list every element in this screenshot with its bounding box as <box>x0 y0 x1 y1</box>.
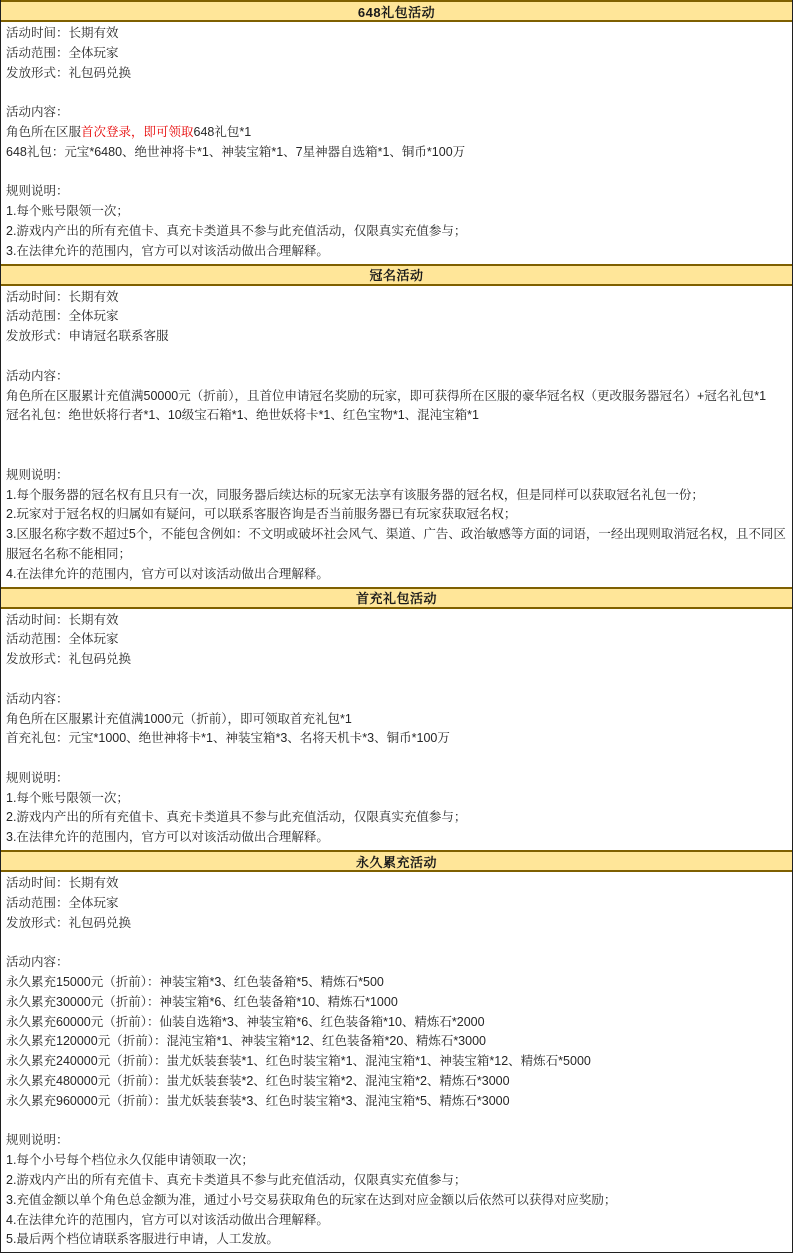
section-3-line-3: 发放形式：礼包码兑换 <box>6 652 132 667</box>
section-1-line-11: 2.游戏内产出的所有充值卡、真充卡类道具不参与此充值活动，仅限真实充值参与； <box>6 223 467 238</box>
section-3-line-1: 活动时间：长期有效 <box>6 612 119 627</box>
section-4-line-16: 2.游戏内产出的所有充值卡、真充卡类道具不参与此充值活动，仅限真实充值参与； <box>6 1173 467 1188</box>
section-2-line-1: 活动时间：长期有效 <box>6 289 119 304</box>
section-3-line-9: 规则说明： <box>6 770 69 785</box>
section-2-line-3: 发放形式：申请冠名联系客服 <box>6 329 169 344</box>
section-4-line-10: 永久累充240000元（折前）：蚩尤妖装套装*1、红色时装宝箱*1、混沌宝箱*1、神装宝箱*12、精炼石*5000 <box>6 1054 591 1069</box>
sections-container <box>1 0 792 1252</box>
section-2-line-4 <box>6 347 786 367</box>
section-header-2 <box>1 264 792 286</box>
section-4-line-3: 发放形式：礼包码兑换 <box>6 915 132 930</box>
section-2-line-12: 2.玩家对于冠名权的归属如有疑问，可以联系客服咨询是否当前服务器已有玩家获取冠名权； <box>6 507 517 522</box>
section-3-line-12: 3.在法律允许的范围内，官方可以对该活动做出合理解释。 <box>6 830 329 845</box>
section-title-2: 冠名活动 <box>369 268 424 284</box>
section-3-line-2: 活动范围：全体玩家 <box>6 632 119 647</box>
section-2-line-9 <box>6 446 786 466</box>
section-4-line-15: 1.每个小号每个档位永久仅能申请领取一次； <box>6 1153 254 1168</box>
section-4-line-12: 永久累充960000元（折前）：蚩尤妖装套装*3、红色时装宝箱*3、混沌宝箱*5、精炼石*3000 <box>6 1093 510 1108</box>
section-3-line-5: 活动内容： <box>6 691 69 706</box>
section-2-line-13: 3.区服名称字数不超过5个，不能包含例如：不文明或破坏社会风气、渠道、广告、政治敏感等方面的词语，一经出现则取消冠名权，且不同区服冠名名称不能相同； <box>6 527 786 561</box>
section-1-line-9: 规则说明： <box>6 184 69 199</box>
section-2-line-10: 规则说明： <box>6 467 69 482</box>
section-4-line-18: 4.在法律允许的范围内，官方可以对该活动做出合理解释。 <box>6 1212 329 1227</box>
section-4-line-5: 活动内容： <box>6 955 69 970</box>
section-3-line-10: 1.每个账号限领一次； <box>6 790 129 805</box>
section-body-1 <box>1 22 792 264</box>
section-header-4 <box>1 850 792 872</box>
section-title-3: 首充礼包活动 <box>355 591 437 607</box>
section-1-line-1: 活动时间：长期有效 <box>6 26 119 40</box>
section-3-line-6: 角色所在区服累计充值满1000元（折前），即可领取首充礼包*1 <box>6 711 352 726</box>
section-1-line-2: 活动范围：全体玩家 <box>6 45 119 60</box>
highlighted-text: 首次登录，即可领取 <box>81 124 194 139</box>
section-2-line-5: 活动内容： <box>6 368 69 383</box>
section-2-line-6: 角色所在区服累计充值满50000元（折前），且首位申请冠名奖励的玩家，即可获得所在区服的豪华冠名权（更改服务器冠名）+冠名礼包*1 <box>6 388 767 403</box>
section-1-line-3: 发放形式：礼包码兑换 <box>6 65 132 80</box>
section-title-1: 648礼包活动 <box>357 4 436 20</box>
section-1-line-10: 1.每个账号限领一次； <box>6 204 129 219</box>
section-4-line-19: 5.最后两个档位请联系客服进行申请，人工发放。 <box>6 1232 279 1247</box>
text-segment: 648礼包*1 <box>193 124 252 139</box>
section-1-line-6 <box>6 123 786 143</box>
section-2-line-2: 活动范围：全体玩家 <box>6 309 119 324</box>
section-1-line-7: 648礼包：元宝*6480、绝世神将卡*1、神装宝箱*1、7星神器自选箱*1、铜币*100万 <box>6 144 466 159</box>
section-header-1 <box>1 0 792 22</box>
section-3-line-11: 2.游戏内产出的所有充值卡、真充卡类道具不参与此充值活动，仅限真实充值参与； <box>6 810 467 825</box>
section-4-line-8: 永久累充60000元（折前）：仙装自选箱*3、神装宝箱*6、红色装备箱*10、精炼石*2000 <box>6 1014 485 1029</box>
section-3-line-7: 首充礼包：元宝*1000、绝世神将卡*1、神装宝箱*3、名将天机卡*3、铜币*100万 <box>6 731 450 746</box>
section-body-3 <box>1 609 792 851</box>
section-title-4: 永久累充活动 <box>355 854 437 870</box>
section-3-line-4 <box>6 670 786 690</box>
section-1-line-5: 活动内容： <box>6 105 69 120</box>
section-4-line-6: 永久累充15000元（折前）：神装宝箱*3、红色装备箱*5、精炼石*500 <box>6 975 384 990</box>
section-1-line-4 <box>6 83 786 103</box>
section-body-2 <box>1 286 792 587</box>
section-4-line-17: 3.充值金额以单个角色总金额为准，通过小号交易获取角色的玩家在达到对应金额以后依然可以获得对应奖励； <box>6 1192 617 1207</box>
section-2-line-11: 1.每个服务器的冠名权有且只有一次，同服务器后续达标的玩家无法享有该服务器的冠名权，但是同样可以获取冠名礼包一份； <box>6 487 704 502</box>
section-2-line-8 <box>6 426 786 446</box>
section-4-line-7: 永久累充30000元（折前）：神装宝箱*6、红色装备箱*10、精炼石*1000 <box>6 994 398 1009</box>
section-4-line-9: 永久累充120000元（折前）：混沌宝箱*1、神装宝箱*12、红色装备箱*20、精炼石*3000 <box>6 1034 486 1049</box>
section-3-line-8 <box>6 749 786 769</box>
section-2-line-14: 4.在法律允许的范围内，官方可以对该活动做出合理解释。 <box>6 566 329 581</box>
section-1-line-8 <box>6 163 786 183</box>
section-header-3 <box>1 587 792 609</box>
section-4-line-4 <box>6 933 786 953</box>
section-4-line-1: 活动时间：长期有效 <box>6 876 119 891</box>
section-body-4 <box>1 872 792 1252</box>
section-4-line-14: 规则说明： <box>6 1133 69 1148</box>
section-4-line-13 <box>6 1112 786 1132</box>
section-2-line-7: 冠名礼包：绝世妖将行者*1、10级宝石箱*1、绝世妖将卡*1、红色宝物*1、混沌宝箱*1 <box>6 408 479 423</box>
section-1-line-12: 3.在法律允许的范围内，官方可以对该活动做出合理解释。 <box>6 243 329 258</box>
text-segment: 角色所在区服 <box>6 124 82 139</box>
section-4-line-2: 活动范围：全体玩家 <box>6 895 119 910</box>
section-4-line-11: 永久累充480000元（折前）：蚩尤妖装套装*2、红色时装宝箱*2、混沌宝箱*2、精炼石*3000 <box>6 1074 510 1089</box>
